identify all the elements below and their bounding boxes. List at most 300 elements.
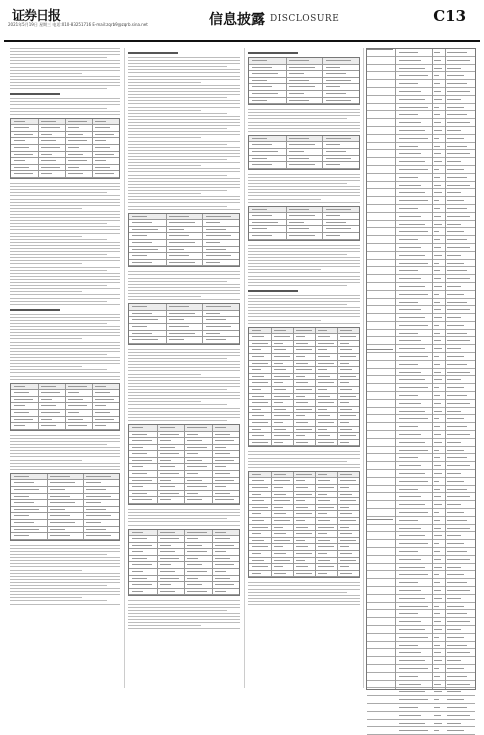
table-cell [274,330,286,331]
table-row [249,65,359,72]
table-column-divider [293,328,294,447]
text-line [248,598,360,599]
table-cell [434,551,440,552]
text-line [248,189,360,190]
text-line [10,317,120,318]
table-cell [160,499,171,500]
table-cell [434,333,440,334]
column-1 [10,48,120,688]
table-row [249,558,359,565]
data-table [128,529,240,597]
table-cell [160,578,179,579]
table-cell [274,494,286,495]
table-cell [399,567,424,568]
table-row [129,324,239,331]
table-cell [169,249,184,250]
table-cell [399,723,424,724]
table-row [249,511,359,518]
table-row [367,704,475,712]
text-line [10,223,107,224]
table-cell [215,584,234,585]
text-line [10,566,120,567]
table-cell [14,529,39,530]
text-line [10,233,120,234]
table-cell [187,584,202,585]
table-cell [434,606,439,607]
table-cell [399,348,424,349]
table-cell [289,235,315,236]
table-cell [296,369,311,370]
table-cell [86,515,111,516]
table-cell [95,405,106,406]
text-line [128,94,240,95]
text-line [128,367,240,368]
table-column-divider [445,49,446,689]
table-column-divider [212,425,213,504]
data-table [128,213,240,268]
text-line [10,588,120,589]
table-cell [132,453,147,454]
table-cell [399,302,417,303]
table-cell [252,396,264,397]
table-cell [252,507,267,508]
table-row [249,91,359,98]
table-cell [41,121,56,122]
table-row [249,233,359,240]
table-row [249,374,359,381]
table-cell [447,387,464,388]
table-cell [296,507,308,508]
table-row [249,98,359,105]
table-column-divider [212,530,213,596]
table-cell [252,442,267,443]
table-cell [399,185,421,186]
text-line [10,332,120,333]
table-cell [447,302,467,303]
text-line [10,248,120,249]
table-cell [296,330,311,331]
text-line [128,175,227,176]
table-cell [434,185,441,186]
text-line [128,604,240,605]
table-cell [434,567,442,568]
table-cell [274,474,286,475]
table-cell [169,242,195,243]
table-column-divider [38,384,39,430]
table-cell [252,546,267,547]
text-line [10,438,120,439]
text-line [10,195,120,196]
table-cell [68,419,83,420]
text-line [128,521,240,522]
table-cell [132,339,158,340]
table-cell [340,527,349,528]
table-cell [252,73,278,74]
text-line [128,141,240,142]
table-cell [252,500,264,501]
table-cell [434,645,440,646]
table-cell [399,691,424,692]
text-line [10,557,120,558]
table-cell [215,440,234,441]
text-line [248,320,321,321]
table-cell [399,473,424,474]
table-cell [447,130,461,131]
table-cell [340,560,355,561]
table-cell [447,208,467,209]
table-cell [41,412,60,413]
text-line [10,214,120,215]
table-row [249,78,359,85]
table-cell [434,730,439,731]
table-cell [340,500,355,501]
table-column-divider [322,136,323,169]
table-cell [399,130,424,131]
table-cell [14,425,25,426]
text-line [128,525,240,526]
table-cell [169,313,195,314]
table-cell [289,80,309,81]
table-cell [14,154,33,155]
text-line [128,290,240,291]
table-cell [14,515,28,516]
text-line [248,323,360,324]
table-cell [14,482,34,483]
table-cell [252,144,272,145]
table-cell [187,486,206,487]
table-cell [399,645,417,646]
table-cell [206,313,221,314]
table-cell [95,392,110,393]
column-3 [248,48,360,688]
text-line [10,239,107,240]
table-cell [434,83,440,84]
text-line [10,456,120,457]
table-cell [447,535,461,536]
table-cell [434,387,439,388]
text-line [128,66,227,67]
table-cell [399,270,417,271]
table-cell [399,255,424,256]
table-cell [447,91,470,92]
text-line [128,395,240,396]
table-cell [447,434,470,435]
table-cell [169,306,189,307]
table-cell [340,415,355,416]
table-cell [399,192,424,193]
text-line [10,441,120,442]
table-cell [41,425,56,426]
text-line [248,604,360,605]
table-cell [252,93,278,94]
table-cell [434,99,442,100]
table-cell [326,86,341,87]
text-line [10,594,120,595]
table-cell [160,538,179,539]
table-row [11,474,119,481]
text-line [128,364,240,365]
table-cell [68,134,83,135]
table-cell [318,527,333,528]
table-cell [447,153,470,154]
table-cell [447,411,461,412]
table-cell [399,107,428,108]
table-cell [160,532,175,533]
text-line [248,202,360,203]
table-cell [434,652,441,653]
text-line [10,570,82,571]
table-cell [132,427,143,428]
table-cell [434,177,440,178]
text-line [10,202,120,203]
table-cell [296,402,308,403]
text-line [10,186,120,187]
text-line [10,548,120,549]
table-cell [132,447,143,448]
table-cell [399,177,417,178]
text-line [10,301,107,302]
table-cell [215,493,230,494]
text-line [248,464,360,465]
text-line [128,187,240,188]
section-heading [248,290,298,292]
table-cell [399,60,421,61]
text-line [10,444,107,445]
table-cell [296,415,305,416]
table-cell [399,263,428,264]
table-cell [296,376,305,377]
table-cell [215,466,226,467]
table-cell [14,121,25,122]
table-cell [434,442,442,443]
table-row [249,538,359,545]
table-cell [340,546,349,547]
table-cell [434,364,440,365]
text-line [10,285,107,286]
table-cell [340,376,355,377]
table-cell [340,369,352,370]
table-row [249,440,359,447]
table-cell [447,543,464,544]
table-cell [434,192,442,193]
table-row [249,525,359,532]
table-cell [434,707,440,708]
table-cell [399,239,417,240]
table-cell [160,460,171,461]
text-line [10,108,107,109]
table-cell [296,566,308,567]
table-cell [14,489,39,490]
section-heading [128,52,178,54]
table-cell [434,153,441,154]
table-cell [399,356,428,357]
table-row [249,354,359,361]
text-line [248,260,360,261]
table-cell [434,130,442,131]
table-row [129,304,239,311]
table-cell [50,489,64,490]
table-cell [399,364,417,365]
table-row [249,427,359,434]
text-line [248,295,360,296]
text-line [128,165,201,166]
table-cell [14,167,29,168]
table-cell [447,75,464,76]
table-cell [187,453,198,454]
text-line [128,398,240,399]
table-cell [14,127,29,128]
table-cell [399,208,417,209]
text-line [248,180,360,181]
table-cell [206,249,226,250]
table-cell [296,533,311,534]
table-cell [14,147,29,148]
text-line [10,211,120,212]
table-row [249,394,359,401]
table-cell [206,229,226,230]
table-cell [132,440,151,441]
table-row [249,505,359,512]
table-cell [399,543,428,544]
table-cell [399,481,428,482]
table-cell [340,349,352,350]
text-line [10,369,107,370]
table-cell [160,571,175,572]
table-row [249,571,359,578]
table-cell [252,429,261,430]
text-line [10,270,107,271]
table-cell [434,91,441,92]
table-column-divider [65,119,66,178]
table-cell [289,73,304,74]
table-cell [252,228,267,229]
table-cell [447,691,461,692]
table-cell [434,590,441,591]
text-line [10,576,120,577]
table-cell [274,382,283,383]
masthead-rule [4,40,480,42]
text-line [10,600,107,601]
table-cell [447,138,464,139]
table-row [129,233,239,240]
table-cell [399,465,421,466]
table-cell [447,551,467,552]
table-cell [434,122,441,123]
text-line [10,326,120,327]
text-line [248,245,360,246]
table-cell [41,160,56,161]
table-cell [434,231,439,232]
section-title: 信息披露 [209,12,265,28]
text-line [10,453,120,454]
text-line [248,595,360,596]
table-cell [447,629,461,630]
table-cell [326,67,341,68]
table-cell [434,255,442,256]
text-line [128,299,240,300]
table-cell [447,473,461,474]
table-cell [326,158,352,159]
table-cell [14,160,25,161]
table-cell [326,222,346,223]
table-cell [50,476,70,477]
table-cell [132,434,147,435]
table-cell [160,584,171,585]
table-cell [434,270,440,271]
table-cell [252,480,264,481]
table-row [249,84,359,91]
table-cell [318,382,333,383]
table-cell [399,83,417,84]
table-cell [252,356,264,357]
table-cell [318,474,327,475]
table-cell [399,146,417,147]
table-cell [326,100,352,101]
table-cell [169,326,189,327]
table-cell [252,494,261,495]
text-line [10,226,120,227]
table-cell [160,434,179,435]
table-row [367,727,475,735]
table-cell [296,363,308,364]
table-cell [434,543,439,544]
table-row [249,207,359,214]
table-cell [132,545,151,546]
text-line [128,178,240,179]
text-line [128,159,227,160]
table-row [249,387,359,394]
text-line [128,131,240,132]
table-cell [434,411,442,412]
text-line [10,551,120,552]
data-table [10,473,120,541]
text-line [128,278,240,279]
text-line [10,48,120,49]
table-row [129,311,239,318]
text-line [248,301,360,302]
table-column-divider [315,328,316,447]
table-cell [289,228,309,229]
text-line [10,85,120,86]
table-row [367,696,475,704]
table-cell [169,255,189,256]
table-cell [399,372,421,373]
text-line [10,435,120,436]
table-cell [296,429,311,430]
table-cell [289,158,309,159]
data-table [10,383,120,431]
text-line [128,358,227,359]
page-number: C13 [433,7,466,25]
table-cell [95,154,114,155]
text-line [128,113,227,114]
text-line [128,202,240,203]
text-line [10,217,120,218]
table-row [129,220,239,227]
table-cell [434,239,440,240]
table-cell [296,422,308,423]
text-line [248,199,321,200]
text-line [10,205,120,206]
table-cell [274,553,286,554]
table-cell [132,466,143,467]
table-cell [296,573,311,574]
table-cell [318,409,327,410]
category-group [367,349,393,520]
table-cell [447,613,467,614]
table-cell [434,379,442,380]
table-cell [318,500,330,501]
